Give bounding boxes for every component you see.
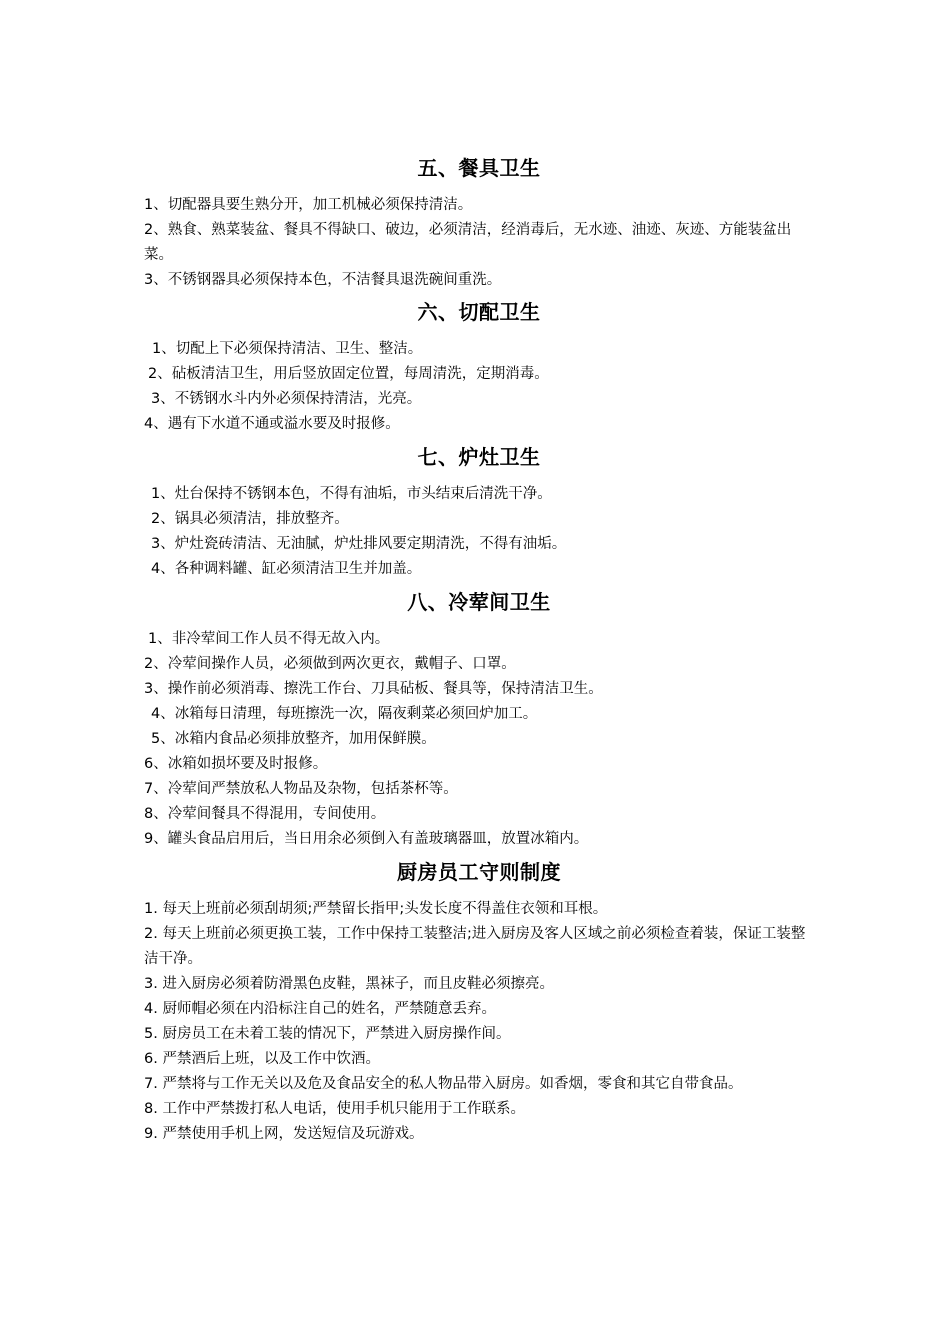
section-tableware-hygiene [144, 152, 814, 293]
list-item: 7. 严禁将与工作无关以及危及食品安全的私人物品带入厨房。如香烟，零食和其它自带食品。 [144, 1076, 743, 1092]
list-item: 9、罐头食品启用后，当日用余必须倒入有盖玻璃器皿，放置冰箱内。 [144, 831, 589, 847]
section-cold-dish-room-hygiene [144, 586, 814, 852]
list-item: 4、遇有下水道不通或溢水要及时报修。 [144, 416, 400, 432]
list-item: 5. 厨房员工在未着工装的情况下，严禁进入厨房操作间。 [144, 1026, 511, 1042]
list-item: 2、砧板清洁卫生，用后竖放固定位置，每周清洗，定期消毒。 [148, 366, 549, 382]
list-item: 3、不锈钢器具必须保持本色，不洁餐具退洗碗间重洗。 [144, 272, 502, 288]
list-item: 3、操作前必须消毒、擦洗工作台、刀具砧板、餐具等，保持清洁卫生。 [144, 681, 603, 697]
list-item: 1. 每天上班前必须刮胡须;严禁留长指甲;头发长度不得盖住衣领和耳根。 [144, 901, 608, 917]
list-item: 1、切配器具要生熟分开，加工机械必须保持清洁。 [144, 197, 473, 213]
list-item: 1、切配上下必须保持清洁、卫生、整洁。 [152, 341, 423, 357]
document-content [144, 152, 814, 1151]
section-title: 八、冷荤间卫生 [407, 590, 551, 614]
list-item: 2. 每天上班前必须更换工装，工作中保持工装整洁;进入厨房及客人区域之前必须检查着装，保证工装整洁干净。 [144, 926, 806, 967]
section-title: 五、餐具卫生 [417, 156, 541, 180]
list-item: 4、冰箱每日清理，每班擦洗一次，隔夜剩菜必须回炉加工。 [151, 706, 538, 722]
section-stove-hygiene [144, 441, 814, 582]
list-item: 1、非冷荤间工作人员不得无故入内。 [148, 631, 390, 647]
section-cutting-hygiene [144, 296, 814, 437]
list-item: 3、炉灶瓷砖清洁、无油腻，炉灶排风要定期清洗，不得有油垢。 [151, 536, 567, 552]
list-item: 5、冰箱内食品必须排放整齐，加用保鲜膜。 [151, 731, 436, 747]
list-item: 6. 严禁酒后上班，以及工作中饮酒。 [144, 1051, 380, 1067]
list-item: 6、冰箱如损坏要及时报修。 [144, 756, 328, 772]
list-item: 8、冷荤间餐具不得混用，专间使用。 [144, 806, 386, 822]
section-title: 七、炉灶卫生 [417, 445, 541, 469]
list-item: 7、冷荤间严禁放私人物品及杂物，包括茶杯等。 [144, 781, 458, 797]
list-item: 4、各种调料罐、缸必须清洁卫生并加盖。 [151, 561, 422, 577]
section-title: 六、切配卫生 [417, 300, 541, 324]
section-kitchen-staff-rules [144, 856, 814, 1147]
list-item: 3、不锈钢水斗内外必须保持清洁，光亮。 [151, 391, 422, 407]
list-item: 2、熟食、熟菜装盆、餐具不得缺口、破边，必须清洁，经消毒后，无水迹、油迹、灰迹、方能装盆出菜。 [144, 222, 792, 263]
list-item: 2、冷荤间操作人员，必须做到两次更衣，戴帽子、口罩。 [144, 656, 516, 672]
section-title: 厨房员工守则制度 [397, 860, 561, 884]
list-item: 8. 工作中严禁拨打私人电话，使用手机只能用于工作联系。 [144, 1101, 525, 1117]
list-item: 4. 厨师帽必须在内沿标注自己的姓名，严禁随意丢弃。 [144, 1001, 496, 1017]
list-item: 2、锅具必须清洁，排放整齐。 [151, 511, 349, 527]
list-item: 3. 进入厨房必须着防滑黑色皮鞋，黑袜子，而且皮鞋必须擦亮。 [144, 976, 554, 992]
list-item: 1、灶台保持不锈钢本色，不得有油垢，市头结束后清洗干净。 [151, 486, 552, 502]
list-item: 9. 严禁使用手机上网，发送短信及玩游戏。 [144, 1126, 424, 1142]
